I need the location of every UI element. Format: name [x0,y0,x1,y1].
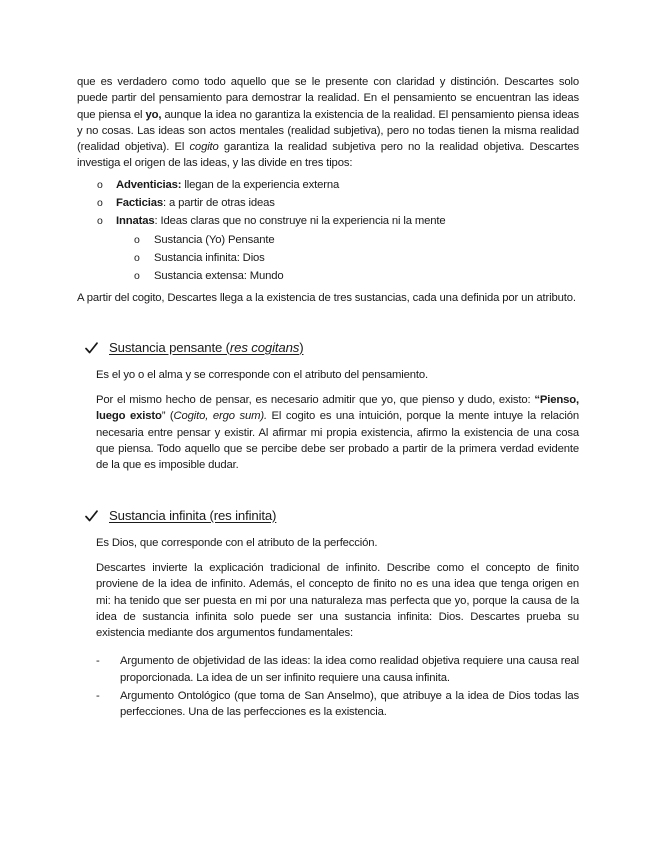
section-paragraph: Es el yo o el alma y se corresponde con el atributo del pensamiento. [96,368,429,381]
section-paragraph [96,392,579,473]
idea-type-name: Adventicias: [116,178,182,191]
intro-italic-cogito: cogito [189,141,219,154]
arguments-list [96,653,579,720]
list-item: - Argumento de objetividad de las ideas: la idea como realidad objetiva requiere una causa real proporcionada. La idea de un ser infinito requiere una causa infinita. [96,653,579,686]
section-title-text: Sustancia pensante ( [109,339,230,355]
paragraph-text: El cogito es una intuición, porque la mente intuye la relación necesaria entre pensar y existir. Al afirmar mi propia existencia, afirmo la existencia de una cosa que piensa. Todo aquello que se percibe debe ser probado a partir de la primera verdad evidente de la que es imposible dudar. [96,410,579,472]
idea-type-desc: : Ideas claras que no construye ni la experiencia ni la mente [154,215,446,228]
checkmark-icon [85,342,99,354]
idea-type-desc: : a partir de otras ideas [163,197,275,210]
idea-type-name: Facticias [116,197,164,210]
section-title: Sustancia infinita (res infinita) [109,507,277,523]
paragraph-text: Por el mismo hecho de pensar, es necesario admitir que yo, que pienso y dudo, existo: [96,394,535,407]
intro-text-2: aunque la idea no garantiza la existencia de la realidad. El pensamiento piensa ideas y no cosas. Las ideas son actos mentales (realidad subjetiva), pero no todas tienen la misma realidad (realidad objetiva). El [77,108,579,154]
intro-text-1: que es verdadero como todo aquello que se le presente con claridad y distinción. Descartes solo puede partir del pensamiento para demostrar la realidad. En el pensamiento se encuentran las ideas que piensa el [77,76,579,121]
list-item [77,195,579,211]
latin-italic: Cogito, ergo sum). [173,410,267,423]
section-body-infinita [96,535,579,721]
list-item: o Sustancia infinita: Dios [77,250,579,266]
innate-subtypes-list [77,232,579,285]
section-title-close: ) [299,339,304,355]
idea-type-desc: llegan de la experiencia externa [181,178,340,191]
section-paragraph: Es Dios, que corresponde con el atributo de la perfección. [96,536,378,549]
list-item [77,213,579,229]
list-item: o Sustancia (Yo) Pensante [77,232,579,248]
list-item: o Sustancia extensa: Mundo [77,268,579,284]
intro-text-3: garantiza la realidad subjetiva pero no la realidad objetiva. Descartes investiga el origen de las ideas, y las divide en tres tipos: [77,141,579,170]
idea-types-list [77,177,579,230]
section-heading-infinita [85,507,579,525]
quote-bold: “Pienso, luego existo [96,394,579,423]
section-paragraph: Descartes invierte la explicación tradicional de infinito. Describe como el concepto de finito proviene de la idea de infinito. Además, el concepto de finito no es una idea que tenga origen en mi: ha tenido que ser puesta en mi por una naturaleza mas perfecta que yo, porque la causa de la idea de sustancia infinita solo puede ser una sustancia infinita: Dios. Descartes prueba su existencia mediante dos argumentos fundamentales: [96,561,579,640]
list-item [77,177,579,193]
intro-bold-yo: yo, [145,108,162,121]
section-title-italic: res cogitans [229,339,300,355]
idea-type-name: Innatas [116,215,155,228]
intro-paragraph [77,74,579,172]
list-item: - Argumento Ontológico (que toma de San Anselmo), que atribuye a la idea de Dios todas las perfecciones. Una de las perfecciones es la existencia. [96,688,579,721]
section-heading-pensante [85,339,579,357]
paragraph-text: ” ( [161,410,174,423]
summary-paragraph: A partir del cogito, Descartes llega a la existencia de tres sustancias, cada una definida por un atributo. [77,291,576,304]
section-title [109,339,303,357]
section-body-pensante [96,367,579,474]
checkmark-icon [85,510,99,522]
